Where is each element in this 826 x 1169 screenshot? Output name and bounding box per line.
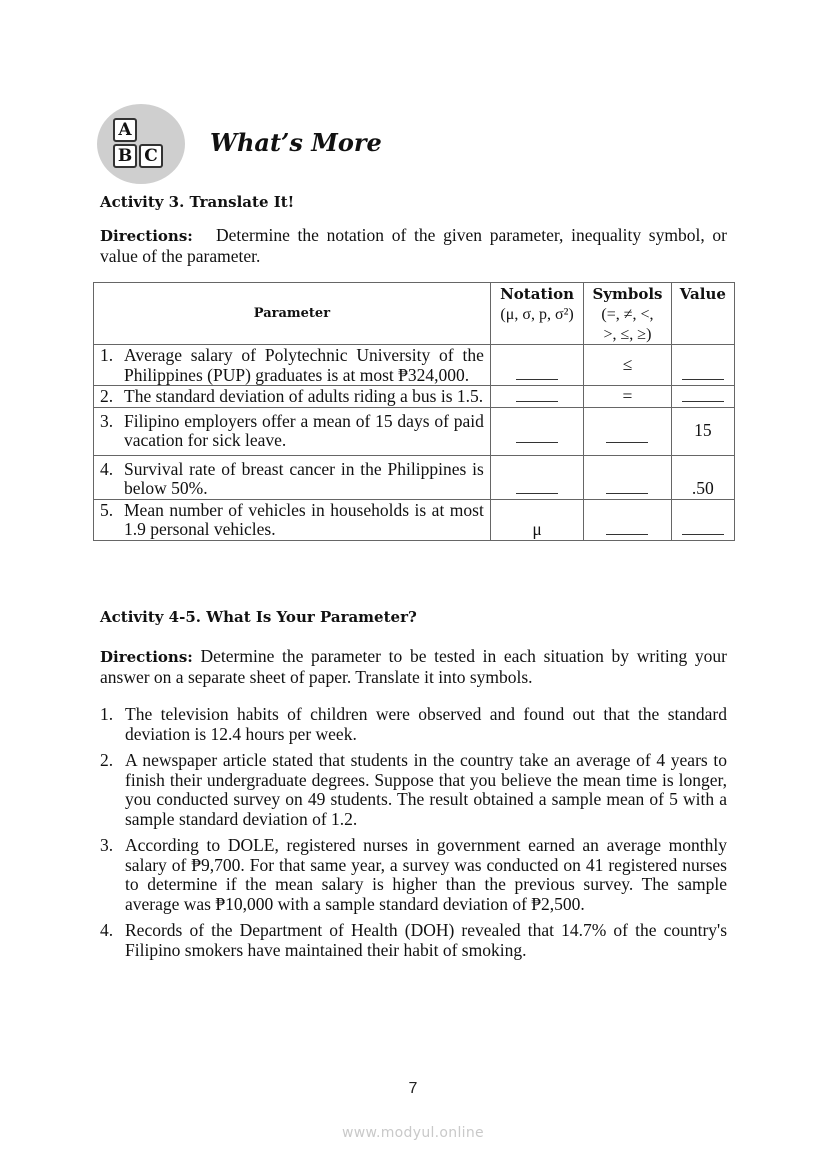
row-number: 4. (100, 458, 114, 479)
block-a: A (113, 118, 137, 142)
item-text: Records of the Department of Health (DOH) revealed that 14.7% of the country's Filipino smokers have maintained their habit of smoking. (125, 920, 727, 960)
header-parameter: Parameter (94, 283, 491, 345)
table-row (94, 407, 735, 455)
table-header-row (94, 283, 735, 345)
item-text: The television habits of children were observed and found out that the standard deviation is 12.4 hours per week. (125, 704, 727, 744)
parameter-cell (94, 345, 491, 386)
directions-text: Determine the parameter to be tested in each situation by writing your answer on a separate sheet of paper. Translate it into symbols. (100, 646, 728, 687)
row-number: 1. (100, 345, 114, 365)
answer-blank[interactable] (606, 520, 648, 535)
value-cell: .50 (671, 455, 734, 499)
parameter-cell (94, 386, 491, 408)
parameter-text: Mean number of vehicles in households is at most 1.9 personal vehicles. (124, 499, 484, 539)
answer-blank[interactable] (682, 387, 724, 402)
notation-cell[interactable] (490, 386, 583, 408)
list-item (100, 836, 727, 914)
answer-blank[interactable] (516, 387, 558, 402)
parameter-text: Survival rate of breast cancer in the Philippines is below 50%. (124, 458, 484, 498)
item-text: A newspaper article stated that students in the country take an average of 4 years to finish their undergraduate degrees. Suppose that you believe the mean time is longer, you conducted survey on 49 students. The result obtained a sample mean of 5 with a sample standard deviation of 1.2. (125, 750, 727, 829)
activity-45-directions (100, 647, 727, 687)
directions-label: Directions: (100, 648, 193, 666)
symbol-cell[interactable] (584, 499, 671, 540)
notation-cell[interactable] (490, 407, 583, 455)
value-cell[interactable] (671, 386, 734, 408)
table-row (94, 499, 735, 540)
row-number: 3. (100, 410, 114, 431)
page-number: 7 (408, 1080, 418, 1097)
answer-blank[interactable] (682, 365, 724, 380)
list-item (100, 705, 727, 744)
table-row (94, 455, 735, 499)
value-cell[interactable] (671, 499, 734, 540)
table-row (94, 386, 735, 408)
symbol-cell: ≤ (584, 345, 671, 386)
activity-45-title: Activity 4-5. What Is Your Parameter? (100, 608, 417, 626)
directions-label: Directions: (100, 227, 193, 245)
header-value-label: Value (679, 285, 726, 303)
situation-list (100, 705, 727, 967)
header-symbols-options-2: >, ≤, ≥) (603, 326, 652, 343)
answer-blank[interactable] (516, 365, 558, 380)
symbol-cell[interactable] (584, 455, 671, 499)
table-row (94, 345, 735, 386)
parameter-text: Filipino employers offer a mean of 15 days of paid vacation for sick leave. (124, 410, 484, 450)
block-c: C (139, 144, 163, 168)
notation-cell[interactable] (490, 345, 583, 386)
notation-cell[interactable] (490, 455, 583, 499)
section-title: What’s More (210, 128, 382, 157)
parameter-cell (94, 455, 491, 499)
value-cell: 15 (671, 407, 734, 455)
header-symbols (584, 283, 671, 345)
watermark[interactable]: www.modyul.online (342, 1125, 484, 1141)
list-item (100, 921, 727, 960)
item-number: 3. (100, 835, 114, 855)
row-number: 2. (100, 386, 114, 406)
header-notation-label: Notation (500, 285, 574, 303)
value-cell[interactable] (671, 345, 734, 386)
list-item (100, 751, 727, 829)
parameter-text: Average salary of Polytechnic University of the Philippines (PUP) graduates is at most ₱324,000. (124, 345, 484, 385)
header-notation (490, 283, 583, 345)
answer-blank[interactable] (516, 428, 558, 443)
item-text: According to DOLE, registered nurses in government earned an average monthly salary of ₱9,700. For that same year, a survey was conducted on 41 registered nurses to determine if the mean salary is higher than the previous survey. The sample average was ₱10,000 with a sample standard deviation of ₱2,500. (125, 835, 727, 914)
item-number: 2. (100, 750, 114, 770)
parameter-cell (94, 407, 491, 455)
abc-blocks-icon (97, 104, 185, 184)
block-b: B (113, 144, 137, 168)
item-number: 1. (100, 704, 114, 724)
symbol-cell: = (584, 386, 671, 408)
header-value (671, 283, 734, 345)
answer-blank[interactable] (682, 520, 724, 535)
parameter-text: The standard deviation of adults riding a bus is 1.5. (124, 386, 484, 406)
header-notation-options: (μ, σ, p, σ²) (500, 306, 574, 323)
answer-blank[interactable] (516, 479, 558, 494)
activity-3-directions (100, 226, 727, 266)
activity-3-title: Activity 3. Translate It! (100, 193, 295, 211)
answer-blank[interactable] (606, 428, 648, 443)
row-number: 5. (100, 499, 114, 520)
parameter-cell (94, 499, 491, 540)
header-symbols-label: Symbols (592, 285, 663, 303)
item-number: 4. (100, 920, 114, 940)
notation-cell: μ (490, 499, 583, 540)
header-symbols-options-1: (=, ≠, <, (601, 306, 654, 323)
directions-text: Determine the notation of the given parameter, inequality symbol, or value of the parameter. (100, 225, 727, 266)
answer-blank[interactable] (606, 479, 648, 494)
parameter-table (93, 282, 735, 541)
symbol-cell[interactable] (584, 407, 671, 455)
